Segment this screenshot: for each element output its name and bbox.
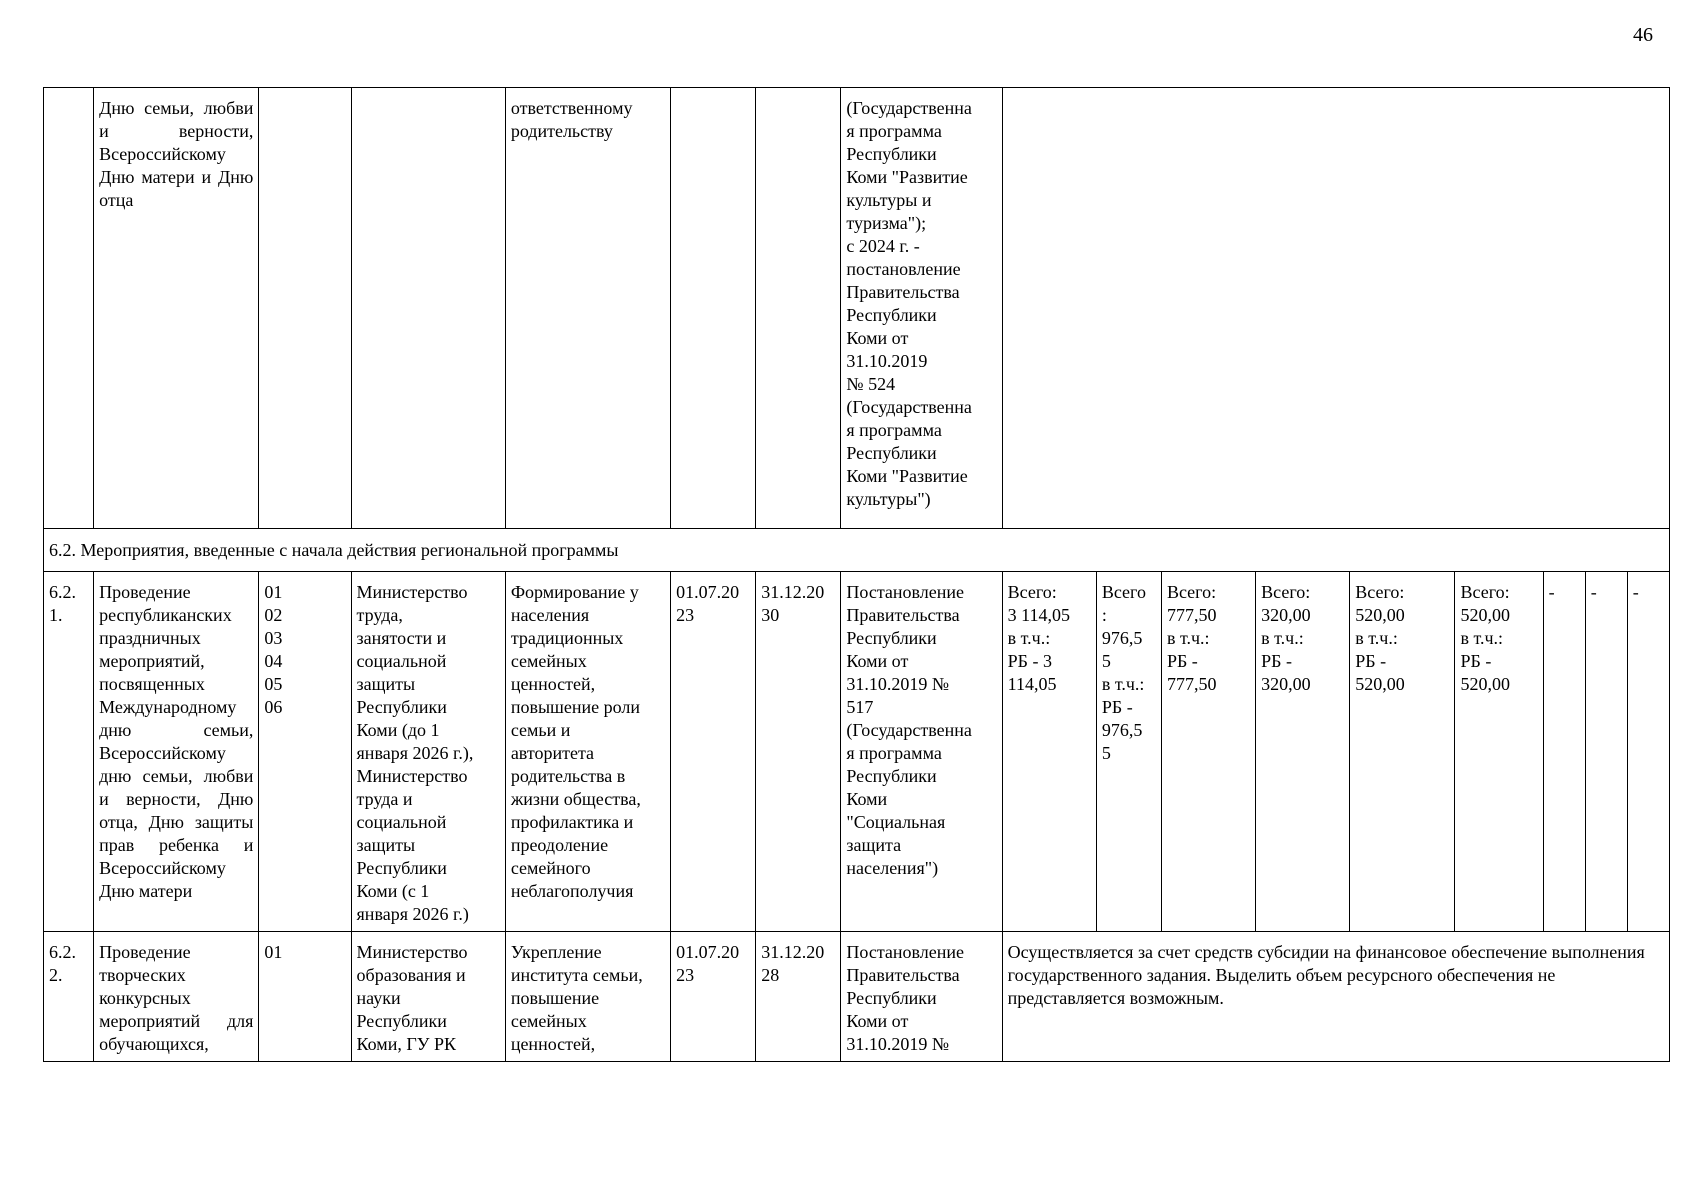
- cell-start-date: 01.07.20 23: [671, 572, 756, 932]
- cell-finance-2023: Всего : 976,5 5 в т.ч.: РБ - 976,5 5: [1096, 572, 1161, 932]
- page-number: 46: [1633, 24, 1653, 46]
- cell-num: [44, 88, 94, 529]
- measures-table: [43, 87, 1670, 1062]
- cell-basis: Постановление Правительства Республики Коми от 31.10.2019 № 517 (Государственна я программа Республики Коми "Социальная защита населения"): [841, 572, 1002, 932]
- cell-measure-name: Проведение республиканских праздничных мероприятий, посвященных Международному дню семьи, Всероссийскому дню семьи, любви и верности, Дню отца, Дню защиты прав ребенка и Всероссийскому Дню матери: [94, 572, 259, 932]
- cell-codes: [259, 88, 351, 529]
- cell-responsible: Министерство труда, занятости и социальной защиты Республики Коми (до 1 января 2026 г.), Министерство труда и социальной защиты Республики Коми (с 1 января 2026 г.): [351, 572, 505, 932]
- cell-end-date: 31.12.20 30: [756, 572, 841, 932]
- cell-responsible: Министерство образования и науки Республики Коми, ГУ РК: [351, 932, 505, 1062]
- table-row-6-2-2: [44, 932, 1670, 1062]
- cell-end-date: 31.12.20 28: [756, 932, 841, 1062]
- cell-finance-2027: Всего: 520,00 в т.ч.: РБ - 520,00: [1455, 572, 1543, 932]
- cell-basis: Постановление Правительства Республики Коми от 31.10.2019 №: [841, 932, 1002, 1062]
- cell-basis: (Государственна я программа Республики Коми "Развитие культуры и туризма"); с 2024 г. - постановление Правительства Республики Коми от 31.10.2019 № 524 (Государственна я программа Республики Коми "Развитие культуры"): [841, 88, 1002, 529]
- cell-finance-2030: -: [1627, 572, 1669, 932]
- cell-finance-total: Всего: 3 114,05 в т.ч.: РБ - 3 114,05: [1002, 572, 1096, 932]
- cell-finance-note: Осуществляется за счет средств субсидии на финансовое обеспечение выполнения государственного задания. Выделить объем ресурсного обеспечения не представляется возможным.: [1002, 932, 1669, 1062]
- cell-start-date: 01.07.20 23: [671, 932, 756, 1062]
- cell-finance-2024: Всего: 777,50 в т.ч.: РБ - 777,50: [1161, 572, 1255, 932]
- cell-finance-2026: Всего: 520,00 в т.ч.: РБ - 520,00: [1350, 572, 1455, 932]
- cell-num: 6.2. 2.: [44, 932, 94, 1062]
- cell-finance-empty: [1002, 88, 1669, 529]
- cell-finance-2025: Всего: 320,00 в т.ч.: РБ - 320,00: [1256, 572, 1350, 932]
- section-title: 6.2. Мероприятия, введенные с начала действия региональной программы: [44, 529, 1670, 572]
- table-row-6-2-1: [44, 572, 1670, 932]
- cell-codes: 01 02 03 04 05 06: [259, 572, 351, 932]
- cell-responsible: [351, 88, 505, 529]
- table-row-continued: [44, 88, 1670, 529]
- cell-codes: 01: [259, 932, 351, 1062]
- cell-end-date: [756, 88, 841, 529]
- cell-measure-name: Дню семьи, любви и верности, Всероссийскому Дню матери и Дню отца: [94, 88, 259, 529]
- cell-measure-name: Проведение творческих конкурсных мероприятий для обучающихся,: [94, 932, 259, 1062]
- cell-start-date: [671, 88, 756, 529]
- cell-num: 6.2. 1.: [44, 572, 94, 932]
- cell-finance-2029: -: [1585, 572, 1627, 932]
- cell-goal: ответственному родительству: [505, 88, 670, 529]
- cell-finance-2028: -: [1543, 572, 1585, 932]
- cell-goal: Формирование у населения традиционных семейных ценностей, повышение роли семьи и авторитета родительства в жизни общества, профилактика и преодоление семейного неблагополучия: [505, 572, 670, 932]
- table-row-section: [44, 529, 1670, 572]
- cell-goal: Укрепление института семьи, повышение семейных ценностей,: [505, 932, 670, 1062]
